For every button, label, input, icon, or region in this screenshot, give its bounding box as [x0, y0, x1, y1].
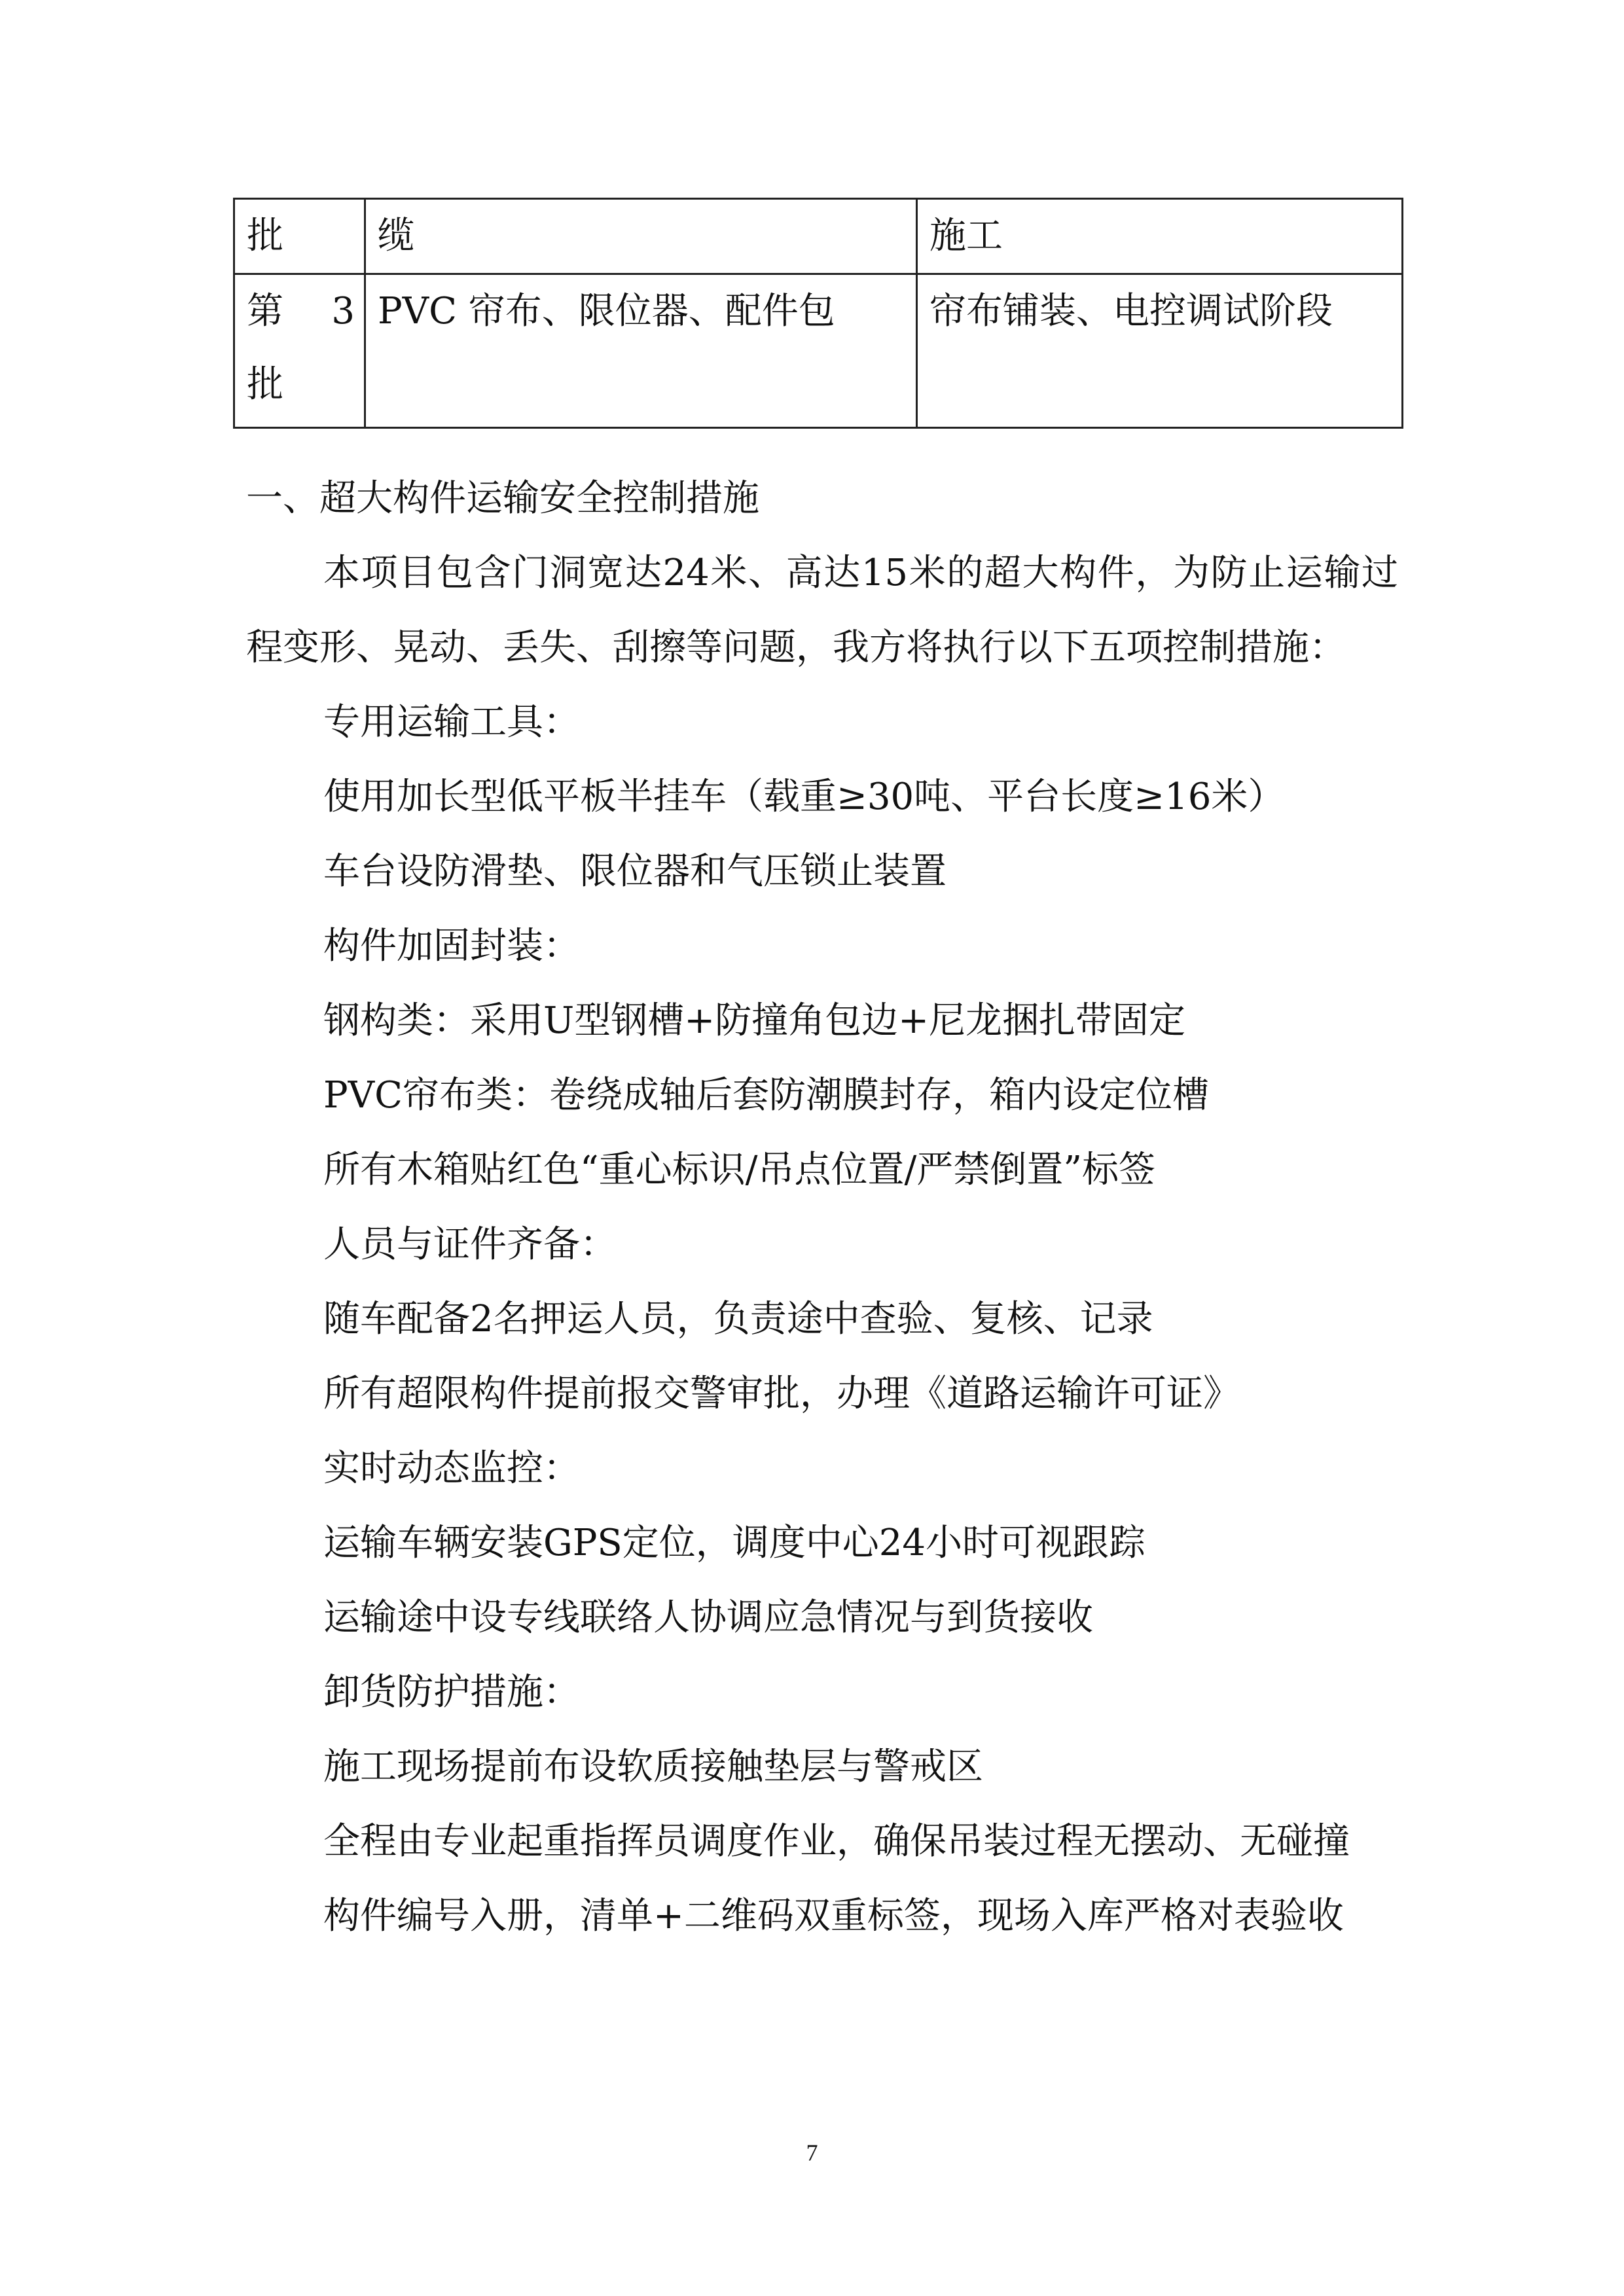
section-body: [246, 461, 1398, 1954]
section-heading: 一、超大构件运输安全控制措施: [246, 477, 759, 520]
list-item: PVC帘布类：卷绕成轴后套防潮膜封存，箱内设定位槽: [323, 1074, 1209, 1117]
page-number: 7: [806, 2140, 818, 2166]
batch-label-line: [247, 275, 355, 348]
list-item: 车台设防滑垫、限位器和气压锁止装置: [323, 850, 947, 893]
table-cell-materials: 缆: [365, 199, 917, 274]
list-item: 所有木箱贴红色“重心标识/吊点位置/严禁倒置”标签: [323, 1149, 1155, 1191]
intro-paragraph: 本项目包含门洞宽达24米、高达15米的超大构件，为防止运输过程变形、晃动、丢失、刮擦等问题，我方将执行以下五项控制措施：: [246, 552, 1398, 669]
list-item: 所有超限构件提前报交警审批，办理《道路运输许可证》: [323, 1372, 1240, 1415]
table-row: [234, 274, 1403, 428]
batch-label-suffix: 批: [247, 363, 283, 406]
list-item: 钢构类：采用U型钢槽+防撞角包边+尼龙捆扎带固定: [323, 999, 1186, 1042]
list-item: 运输途中设专线联络人协调应急情况与到货接收: [323, 1596, 1093, 1639]
batch-table: [233, 198, 1403, 429]
list-item: 随车配备2名押运人员，负责途中查验、复核、记录: [323, 1298, 1153, 1340]
list-item: 人员与证件齐备：: [323, 1223, 617, 1266]
table-row: [234, 199, 1403, 274]
list-item: 构件编号入册，清单+二维码双重标签，现场入库严格对表验收: [323, 1895, 1344, 1937]
list-item: 施工现场提前布设软质接触垫层与警戒区: [323, 1746, 983, 1788]
table-cell-batch: 批: [234, 199, 365, 274]
list-item: 运输车辆安装GPS定位，调度中心24小时可视跟踪: [323, 1522, 1146, 1564]
batch-label-number: 3: [331, 290, 355, 332]
list-item: 全程由专业起重指挥员调度作业，确保吊装过程无摆动、无碰撞: [323, 1820, 1350, 1863]
list-item: 构件加固封装：: [323, 925, 580, 967]
list-item: 专用运输工具：: [323, 701, 580, 744]
list-item: 使用加长型低平板半挂车（载重≥30吨、平台长度≥16米）: [323, 776, 1285, 818]
list-item: 实时动态监控：: [323, 1447, 580, 1490]
table-cell-batch: [234, 274, 365, 428]
batch-label-prefix: 第: [247, 290, 283, 332]
table-cell-stage: 施工: [917, 199, 1403, 274]
list-item: 卸货防护措施：: [323, 1671, 580, 1713]
table-cell-stage: 帘布铺装、电控调试阶段: [917, 274, 1403, 428]
table-cell-materials: PVC 帘布、限位器、配件包: [365, 274, 917, 428]
